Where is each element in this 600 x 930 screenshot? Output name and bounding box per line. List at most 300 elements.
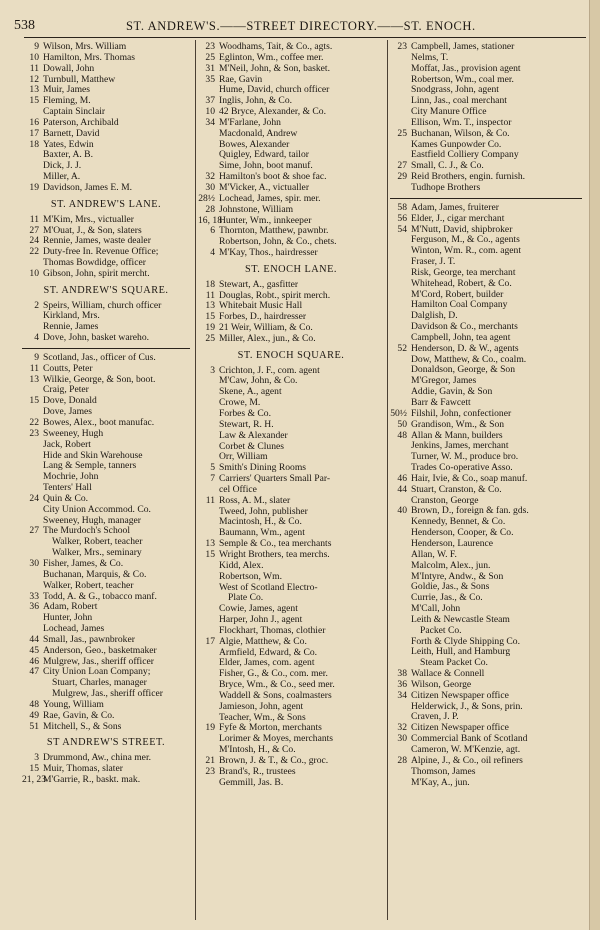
section-rule <box>22 348 190 349</box>
entry-text: Wilson, George <box>411 678 472 690</box>
entry-text: Risk, George, tea merchant <box>411 266 516 278</box>
entry-text: M'Farlane, John <box>219 116 281 128</box>
house-number: 38 <box>397 668 407 680</box>
directory-entry <box>390 485 582 496</box>
entry-text: Teacher, Wm., & Sons <box>219 711 306 723</box>
entry-text: Malcolm, Alex., jun. <box>411 559 491 571</box>
house-number: 34 <box>397 689 407 701</box>
directory-entry-continuation <box>390 561 582 572</box>
house-number: 21, 23 <box>22 774 46 785</box>
house-number: 33 <box>29 590 39 602</box>
entry-text: Wright Brothers, tea merchs. <box>219 548 330 560</box>
entry-text: Dove, Donald <box>43 395 97 407</box>
entry-text: Gibson, John, spirit mercht. <box>43 267 150 279</box>
entry-text: Davidson & Co., merchants <box>411 321 518 333</box>
house-number: 30 <box>29 557 39 569</box>
house-number: 46 <box>29 655 39 667</box>
directory-entry-continuation <box>198 702 384 713</box>
house-number: 35 <box>205 73 215 85</box>
entry-text: Currie, Jas., & Co. <box>411 592 483 604</box>
house-number: 13 <box>29 84 39 96</box>
entry-text: Walker, Robert, teacher <box>52 536 143 548</box>
entry-text: Coutts, Peter <box>43 362 93 374</box>
house-number: 9 <box>34 351 39 363</box>
entry-text: Skene, A., agent <box>219 386 282 398</box>
house-number: 47 <box>29 666 39 678</box>
entry-text: City Manure Office <box>411 106 487 118</box>
entry-text: Goldie, Jas., & Sons <box>411 581 490 593</box>
street-heading: ST ANDREW'S STREET. <box>46 737 166 749</box>
entry-text: Miller, A. <box>43 171 81 183</box>
directory-entry <box>390 344 582 355</box>
entry-text: Jamieson, John, agent <box>219 700 304 712</box>
house-number: 11 <box>205 289 215 301</box>
entry-text: Winton, Wm. R., com. agent <box>411 245 522 257</box>
entry-text: M'Call, John <box>411 603 461 615</box>
directory-entry-continuation <box>390 279 582 290</box>
house-number: 50 <box>397 418 407 430</box>
directory-entry <box>22 269 190 280</box>
column-divider <box>195 40 196 920</box>
entry-text: Dow, Matthew, & Co., coalm. <box>411 353 527 365</box>
entry-text: M'Kim, Mrs., victualler <box>43 213 134 225</box>
house-number: 51 <box>29 720 39 732</box>
entry-text: M'Kay, Thos., hairdresser <box>219 247 318 259</box>
directory-entry <box>198 205 384 216</box>
entry-text: Hamilton Coal Company <box>411 299 508 311</box>
house-number: 4 <box>210 247 215 259</box>
entry-text: Leith, Hull, and Hamburg <box>411 646 511 658</box>
house-number: 31 <box>205 62 215 74</box>
house-number: 37 <box>205 95 215 107</box>
entry-text: Linn, Jas., coal merchant <box>411 95 507 107</box>
entry-text: Smith's Dining Rooms <box>219 462 307 474</box>
directory-entry <box>22 646 190 657</box>
entry-text: Mitchell, S., & Sons <box>43 720 122 732</box>
entry-text: Small, Jas., pawnbroker <box>43 633 135 645</box>
entry-text: Rennie, James, waste dealer <box>43 235 151 247</box>
entry-text: Douglas, Robt., spirit merch. <box>219 289 331 301</box>
entry-text: Snodgrass, John, agent <box>411 84 499 96</box>
directory-entry <box>22 215 190 226</box>
entry-text: Ellison, Wm. T., inspector <box>411 116 512 128</box>
directory-entry-continuation <box>22 440 190 451</box>
entry-text: Ferguson, M., & Co., agents <box>411 234 520 246</box>
house-number: 27 <box>397 160 407 172</box>
house-number: 10 <box>29 267 39 279</box>
page-number: 538 <box>14 18 35 33</box>
entry-text: Bowes, Alex., boot manufac. <box>43 417 155 428</box>
directory-entry-continuation <box>390 183 582 194</box>
entry-text: Leith & Newcastle Steam <box>411 613 510 625</box>
entry-text: Ross, A. M., slater <box>219 494 291 506</box>
entry-text: Armfield, Edward, & Co. <box>219 646 318 658</box>
house-number: 12 <box>29 73 39 85</box>
entry-text: Whitebait Music Hall <box>219 300 303 312</box>
entry-text: Commercial Bank of Scotland <box>411 733 528 745</box>
house-number: 15 <box>205 311 215 323</box>
directory-entry-continuation <box>390 626 582 637</box>
entry-text: Walker, Robert, teacher <box>43 579 134 591</box>
house-number: 49 <box>29 709 39 721</box>
house-number: 16 <box>29 116 39 128</box>
entry-text: Buchanan, Marquis, & Co. <box>43 568 147 580</box>
entry-text: Fisher, James, & Co. <box>43 557 124 569</box>
entry-text: Anderson, Geo., basketmaker <box>43 644 157 656</box>
street-heading: ST. ENOCH SQUARE. <box>237 349 345 361</box>
house-number: 15 <box>29 395 39 407</box>
directory-entry-continuation <box>198 129 384 140</box>
entry-text: City Union Accommod. Co. <box>43 503 151 515</box>
entry-text: Scotland, Jas., officer of Cus. <box>43 351 156 363</box>
directory-entry <box>390 129 582 140</box>
entry-text: Dowall, John <box>43 62 95 74</box>
house-number: 28 <box>397 754 407 766</box>
house-number: 11 <box>29 62 39 74</box>
entry-text: Bowes, Alexander <box>219 138 290 150</box>
directory-entry <box>390 691 582 702</box>
entry-text: Bryce, Wm., & Co., seed mer. <box>219 679 335 691</box>
house-number: 28½ <box>198 192 215 204</box>
entry-text: M'Cord, Robert, builder <box>411 288 504 300</box>
entry-text: Nelms, T. <box>411 51 449 63</box>
house-number: 4 <box>34 332 39 344</box>
entry-text: Kirkland, Mrs. <box>43 310 100 322</box>
entry-text: Steam Packet Co. <box>420 657 488 669</box>
entry-text: Hair, Ivie, & Co., soap manuf. <box>411 472 528 484</box>
entry-text: Johnstone, William <box>219 203 294 215</box>
entry-text: M'Intyre, Andw., & Son <box>411 570 504 582</box>
entry-text: Grandison, Wm., & Son <box>411 418 505 430</box>
column-divider <box>387 40 388 920</box>
house-number: 23 <box>205 41 215 52</box>
entry-text: M'Vicker, A., victualler <box>219 181 310 193</box>
entry-text: Dick, J. J. <box>43 160 82 172</box>
directory-entry-continuation <box>22 505 190 516</box>
house-number: 2 <box>34 299 39 311</box>
entry-text: Thomas Bowdidge, officer <box>43 257 146 269</box>
entry-text: Stuart, Charles, manager <box>52 677 147 689</box>
entry-text: Cowie, James, agent <box>219 603 298 615</box>
entry-text: Robertson, Wm. <box>219 570 282 582</box>
entry-text: 21 Weir, William, & Co. <box>219 322 313 334</box>
directory-entry <box>22 711 190 722</box>
entry-text: Henderson, Cooper, & Co. <box>411 527 514 539</box>
running-title: ST. ANDREW'S.——STREET DIRECTORY.——ST. ENOCH. <box>126 19 476 33</box>
directory-entry-continuation <box>390 778 582 789</box>
house-number: 23 <box>29 427 39 439</box>
house-number: 40 <box>397 505 407 517</box>
entry-text: Turnbull, Matthew <box>43 73 116 85</box>
house-number: 13 <box>205 538 215 550</box>
house-number: 34 <box>205 116 215 128</box>
house-number: 44 <box>29 633 39 645</box>
house-number: 36 <box>397 678 407 690</box>
entry-text: Campbell, John, tea agent <box>411 331 511 343</box>
page-edge <box>589 0 600 930</box>
entry-text: Henderson, D. & W., agents <box>411 342 519 354</box>
entry-text: Wilson, Mrs. William <box>43 41 127 52</box>
entry-text: Craven, J. P. <box>411 711 459 723</box>
entry-text: Barr & Fawcett <box>411 397 471 408</box>
house-number: 11 <box>29 362 39 374</box>
house-number: 27 <box>29 224 39 236</box>
entry-text: Filshil, John, confectioner <box>411 407 512 419</box>
entry-text: Tenters' Hall <box>43 482 92 494</box>
directory-entry <box>22 722 190 733</box>
entry-text: Addie, Gavin, & Son <box>411 386 493 398</box>
entry-text: Eglinton, Wm., coffee mer. <box>219 51 324 63</box>
entry-text: M'Neil, John, & Son, basket. <box>219 62 330 74</box>
entry-text: Sweeney, Hugh, manager <box>43 514 141 526</box>
entry-text: Macdonald, Andrew <box>219 127 298 139</box>
entry-text: Hide and Skin Warehouse <box>43 449 143 461</box>
entry-text: Kidd, Alex. <box>219 559 264 571</box>
entry-text: Elder, J., cigar merchant <box>411 212 505 224</box>
entry-text: Rennie, James <box>43 321 99 333</box>
directory-entry <box>198 637 384 648</box>
entry-text: Robertson, John, & Co., chets. <box>219 236 337 248</box>
house-number: 25 <box>205 51 215 63</box>
entry-text: Jenkins, James, merchant <box>411 440 509 452</box>
entry-text: Buchanan, Wilson, & Co. <box>411 127 510 139</box>
entry-text: West of Scotland Electro- <box>219 581 318 593</box>
column-1 <box>22 42 190 786</box>
house-number: 17 <box>29 127 39 139</box>
house-number: 17 <box>205 635 215 647</box>
entry-text: Dove, John, basket wareho. <box>43 332 150 344</box>
entry-text: M'Nutt, David, shipbroker <box>411 223 513 235</box>
house-number: 32 <box>397 722 407 734</box>
house-number: 21 <box>205 755 215 766</box>
house-number: 18 <box>29 138 39 150</box>
entry-text: Allan & Mann, builders <box>411 429 503 441</box>
directory-entry-continuation <box>390 767 582 778</box>
entry-text: Algie, Matthew, & Co. <box>219 635 307 647</box>
section-rule <box>390 198 582 199</box>
entry-text: Mulgrew, Jas., sheriff officer <box>43 655 154 667</box>
entry-text: Baumann, Wm., agent <box>219 527 305 539</box>
house-number: 36 <box>29 601 39 613</box>
house-number: 22 <box>29 417 39 428</box>
house-number: 30 <box>205 181 215 193</box>
house-number: 45 <box>29 644 39 656</box>
entry-text: Waddell & Sons, coalmasters <box>219 689 332 701</box>
entry-text: Wallace & Connell <box>411 668 485 680</box>
house-number: 18 <box>205 278 215 290</box>
entry-text: Citizen Newspaper office <box>411 689 509 701</box>
entry-text: Quin & Co. <box>43 492 89 504</box>
house-number: 19 <box>205 322 215 334</box>
entry-text: Packet Co. <box>420 624 462 636</box>
entry-text: 42 Bryce, Alexander, & Co. <box>219 106 326 118</box>
house-number: 16, 18 <box>198 214 222 226</box>
entry-text: Law & Alexander <box>219 429 288 441</box>
entry-text: Corbet & Clunes <box>219 440 285 452</box>
entry-text: Plate Co. <box>228 592 264 604</box>
directory-entry <box>22 64 190 75</box>
entry-text: Donaldson, George, & Son <box>411 364 516 376</box>
entry-text: Walker, Mrs., seminary <box>52 547 142 559</box>
house-number: 24 <box>29 235 39 247</box>
entry-text: M'Intosh, H., & Co. <box>219 744 296 756</box>
directory-entry <box>22 183 190 194</box>
entry-text: Yates, Edwin <box>43 138 94 150</box>
entry-text: Drummond, Aw., china mer. <box>43 752 152 764</box>
entry-text: Allan, W. F. <box>411 548 457 560</box>
house-number: 11 <box>29 213 39 225</box>
house-number: 27 <box>29 525 39 537</box>
column-3 <box>390 42 582 788</box>
entry-text: Captain Sinclair <box>43 106 106 118</box>
directory-entry <box>22 364 190 375</box>
entry-text: Trades Co-operative Asso. <box>411 462 513 474</box>
house-number: 10 <box>205 106 215 118</box>
entry-text: Kennedy, Bennet, & Co. <box>411 516 506 528</box>
house-number: 24 <box>29 492 39 504</box>
house-number: 48 <box>29 698 39 710</box>
house-number: 19 <box>205 722 215 734</box>
directory-entry <box>198 496 384 507</box>
street-heading: ST. ANDREW'S LANE. <box>50 198 162 210</box>
entry-text: Sime, John, boot manuf. <box>219 160 313 172</box>
directory-entry-continuation <box>198 572 384 583</box>
house-number: 28 <box>205 203 215 215</box>
directory-entry <box>22 129 190 140</box>
entry-text: Davidson, James E. M. <box>43 181 132 193</box>
entry-text: Moffat, Jas., provision agent <box>411 62 521 74</box>
house-number: 32 <box>205 171 215 183</box>
directory-entry <box>390 214 582 225</box>
entry-text: Muir, James <box>43 84 91 96</box>
entry-text: Henderson, Laurence <box>411 537 494 549</box>
street-heading: ST. ENOCH LANE. <box>245 263 337 275</box>
house-number: 9 <box>34 41 39 52</box>
entry-text: Small, C. J., & Co. <box>411 160 484 172</box>
entry-text: Adam, Robert <box>43 601 98 613</box>
house-number: 48 <box>397 429 407 441</box>
entry-text: Whitehead, Robert, & Co. <box>411 277 512 289</box>
entry-text: Brown, J. & T., & Co., groc. <box>219 755 329 766</box>
entry-text: Hamilton, Mrs. Thomas <box>43 51 136 63</box>
entry-text: M'Caw, John, & Co. <box>219 375 298 387</box>
entry-text: Wilkie, George, & Son, boot. <box>43 373 156 385</box>
street-heading: ST. ANDREW'S SQUARE. <box>43 284 169 296</box>
house-number: 44 <box>397 483 407 495</box>
house-number: 13 <box>205 300 215 312</box>
entry-text: Stuart, Cranston, & Co. <box>411 483 502 495</box>
house-number: 5 <box>210 462 215 474</box>
entry-text: Robertson, Wm., coal mer. <box>411 73 514 85</box>
entry-text: Lochead, James, spir. mer. <box>219 192 321 204</box>
entry-text: Mochrie, John <box>43 471 99 483</box>
entry-text: Barnett, David <box>43 127 100 139</box>
house-number: 13 <box>29 373 39 385</box>
house-number: 10 <box>29 51 39 63</box>
entry-text: Kames Gunpowder Co. <box>411 138 502 150</box>
directory-entry-continuation <box>390 64 582 75</box>
entry-text: City Union Loan Company; <box>43 666 151 678</box>
entry-text: Thornton, Matthew, pawnbr. <box>219 225 329 237</box>
house-number: 19 <box>29 181 39 193</box>
entry-text: Reid Brothers, engin. furnish. <box>411 171 526 183</box>
house-number: 58 <box>397 201 407 213</box>
entry-text: Harper, John J., agent <box>219 614 303 626</box>
entry-text: Flockhart, Thomas, clothier <box>219 624 326 636</box>
house-number: 15 <box>29 763 39 775</box>
directory-entry-continuation <box>198 583 384 594</box>
entry-text: Crowe, M. <box>219 397 261 409</box>
entry-text: M'Garrie, R., baskt. mak. <box>43 774 141 785</box>
entry-text: Crichton, J. F., com. agent <box>219 364 320 376</box>
entry-text: Turner, W. M., produce bro. <box>411 451 519 463</box>
entry-text: Alpine, J., & Co., oil refiners <box>411 754 523 766</box>
entry-text: Muir, Thomas, slater <box>43 763 123 775</box>
entry-text: Citizen Newspaper office <box>411 722 509 734</box>
entry-text: Adam, James, fruiterer <box>411 201 499 213</box>
entry-text: Inglis, John, & Co. <box>219 95 293 107</box>
house-number: 54 <box>397 223 407 235</box>
column-2 <box>198 42 384 789</box>
entry-text: Orr, William <box>219 451 268 463</box>
header-rule <box>24 37 586 38</box>
house-number: 23 <box>205 765 215 777</box>
entry-text: Tweed, John, publisher <box>219 505 308 517</box>
directory-entry <box>22 775 190 786</box>
house-number: 46 <box>397 472 407 484</box>
entry-text: Dalglish, D. <box>411 310 458 322</box>
entry-text: Semple & Co., tea merchants <box>219 538 332 550</box>
entry-text: Rae, Gavin <box>219 73 263 85</box>
entry-text: Fyfe & Morton, merchants <box>219 722 322 734</box>
entry-text: Miller, Alex., jun., & Co. <box>219 332 316 344</box>
directory-entry <box>198 248 384 259</box>
entry-text: Helderwick, J., & Sons, prin. <box>411 700 523 712</box>
entry-text: Rae, Gavin, & Co. <box>43 709 115 721</box>
entry-text: Eastfield Colliery Company <box>411 149 519 161</box>
house-number: 23 <box>397 41 407 52</box>
entry-text: Craig, Peter <box>43 384 89 396</box>
entry-text: Brand's, R., trustees <box>219 765 296 777</box>
entry-text: Young, William <box>43 698 104 710</box>
entry-text: Thomson, James <box>411 765 476 777</box>
house-number: 3 <box>34 752 39 764</box>
directory-entry-continuation <box>390 615 582 626</box>
entry-text: Dove, James <box>43 406 93 418</box>
entry-text: Lorimer & Moyes, merchants <box>219 733 334 745</box>
house-number: 6 <box>210 225 215 237</box>
entry-text: Fleming, M. <box>43 95 91 107</box>
directory-entry <box>198 280 384 291</box>
house-number: 11 <box>205 494 215 506</box>
entry-text: Macintosh, H., & Co. <box>219 516 302 528</box>
house-number: 56 <box>397 212 407 224</box>
house-number: 22 <box>29 246 39 258</box>
house-number: 30 <box>397 733 407 745</box>
entry-text: Quigley, Edward, tailor <box>219 149 309 161</box>
entry-text: Gemmill, Jas. B. <box>219 776 284 788</box>
entry-text: Woodhams, Tait, & Co., agts. <box>219 41 333 52</box>
entry-text: Sweeney, Hugh <box>43 427 104 439</box>
entry-text: M'Ouat, J., & Son, slaters <box>43 224 142 236</box>
house-number: 7 <box>210 473 215 485</box>
entry-text: Tudhope Brothers <box>411 181 481 193</box>
house-number: 25 <box>397 127 407 139</box>
entry-text: Elder, James, com. agent <box>219 657 315 669</box>
entry-text: M'Gregor, James <box>411 375 477 387</box>
entry-text: Speirs, William, church officer <box>43 299 162 311</box>
house-number: 50½ <box>390 407 407 419</box>
